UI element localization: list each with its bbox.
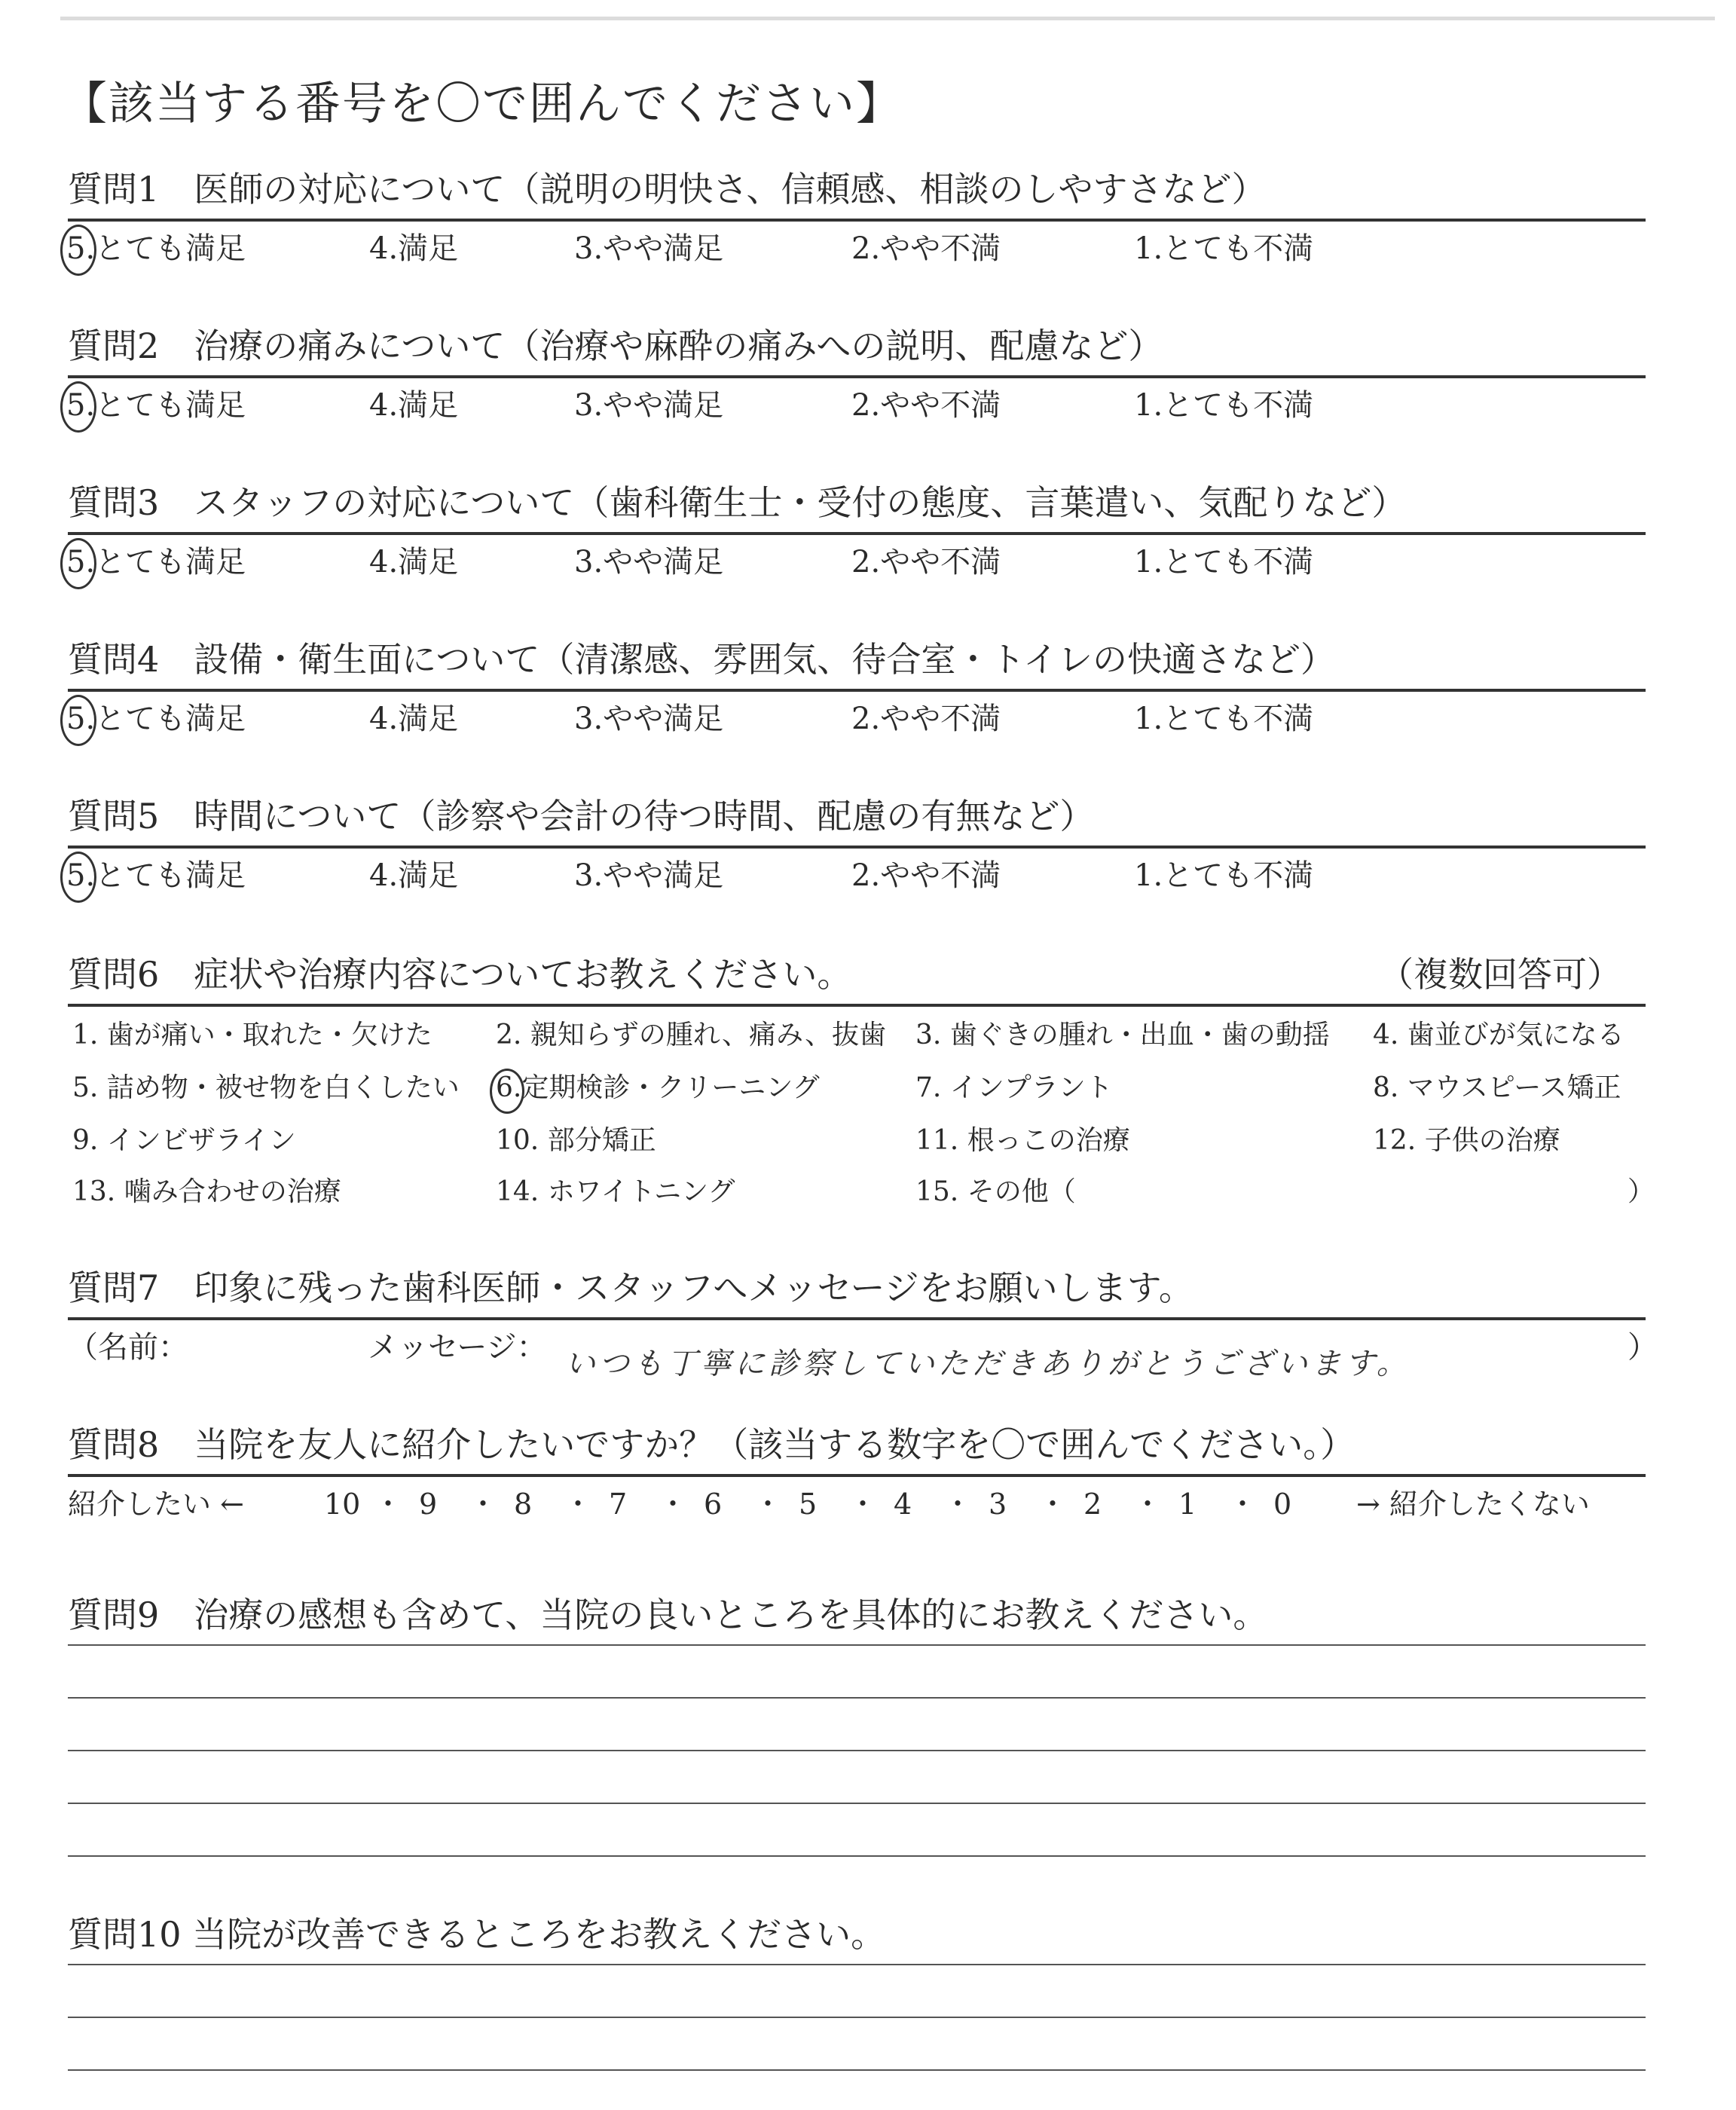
- q2-option-5[interactable]: 5.とても満足: [66, 388, 246, 423]
- q2-option-4[interactable]: 4.満足: [369, 388, 459, 423]
- question-10-title: 質問10 当院が改善できるところをお教えください。: [68, 1914, 886, 1955]
- question-2-rule: [68, 375, 1646, 378]
- question-5-title: 質問5 時間について（診察や会計の待つ時間、配慮の有無など）: [68, 796, 1095, 836]
- q6-option-5[interactable]: 5. 詰め物・被せ物を白くしたい: [72, 1072, 460, 1103]
- q6-option-15[interactable]: 15. その他（: [915, 1176, 1076, 1207]
- question-2-title: 質問2 治療の痛みについて（治療や麻酔の痛みへの説明、配慮など）: [68, 326, 1163, 366]
- q4-option-5[interactable]: 5.とても満足: [66, 702, 246, 736]
- page-title: 【該当する番号を〇で囲んでください】: [62, 78, 903, 130]
- q8-scale-value-0[interactable]: 0: [1273, 1488, 1292, 1521]
- q10-answer-line-1[interactable]: [68, 1964, 1646, 1965]
- question-5-rule: [68, 846, 1646, 849]
- q1-option-2[interactable]: 2.やや不満: [851, 231, 1001, 266]
- q8-scale-value-1[interactable]: 1: [1178, 1488, 1197, 1521]
- question-1-rule: [68, 219, 1646, 222]
- q7-close-paren: ）: [1628, 1330, 1658, 1365]
- question-8-title: 質問8 当院を友人に紹介したいですか？（該当する数字を〇で囲んでください。）: [68, 1424, 1355, 1465]
- q8-scale-separator: ・: [943, 1488, 973, 1521]
- q1-answer-circle: [60, 225, 96, 276]
- q5-option-2[interactable]: 2.やや不満: [851, 858, 1001, 893]
- q8-scale-separator: ・: [848, 1488, 878, 1521]
- q6-option-12[interactable]: 12. 子供の治療: [1373, 1125, 1560, 1156]
- q8-scale-value-3[interactable]: 3: [989, 1488, 1007, 1521]
- q8-scale-separator: ・: [1133, 1488, 1163, 1521]
- q6-answer-circle: [490, 1069, 524, 1114]
- q1-option-5[interactable]: 5.とても満足: [66, 231, 246, 266]
- q9-answer-line-2[interactable]: [68, 1697, 1646, 1699]
- q3-option-4[interactable]: 4.満足: [369, 545, 459, 579]
- question-1-title: 質問1 医師の対応について（説明の明快さ、信頼感、相談のしやすさなど）: [68, 169, 1267, 209]
- q10-answer-line-3[interactable]: [68, 2069, 1646, 2071]
- q3-option-5[interactable]: 5.とても満足: [66, 545, 246, 579]
- q4-option-4[interactable]: 4.満足: [369, 702, 459, 736]
- q4-answer-circle: [60, 695, 96, 746]
- q8-scale-separator: ・: [753, 1488, 783, 1521]
- q8-scale-separator: ・: [1228, 1488, 1258, 1521]
- q8-scale-separator: ・: [1038, 1488, 1068, 1521]
- q6-other-close-paren: ）: [1628, 1176, 1655, 1207]
- q8-left-label: 紹介したい ←: [68, 1488, 244, 1521]
- q6-option-8[interactable]: 8. マウスピース矯正: [1373, 1072, 1621, 1103]
- q4-option-1[interactable]: 1.とても不満: [1134, 702, 1314, 736]
- question-4-title: 質問4 設備・衛生面について（清潔感、雰囲気、待合室・トイレの快適さなど）: [68, 639, 1336, 680]
- q4-option-2[interactable]: 2.やや不満: [851, 702, 1001, 736]
- q6-option-7[interactable]: 7. インプラント: [915, 1072, 1113, 1103]
- q8-scale-value-8[interactable]: 8: [514, 1488, 533, 1521]
- q8-scale-value-10[interactable]: 10: [324, 1488, 361, 1521]
- q8-scale-value-9[interactable]: 9: [419, 1488, 438, 1521]
- q7-handwritten-message[interactable]: いつも丁寧に診察していただきありがとうございます。: [565, 1347, 1410, 1381]
- q9-answer-line-1[interactable]: [68, 1644, 1646, 1646]
- q6-option-10[interactable]: 10. 部分矯正: [496, 1125, 656, 1156]
- q6-option-1[interactable]: 1. 歯が痛い・取れた・欠けた: [72, 1020, 432, 1050]
- q10-answer-line-2[interactable]: [68, 2017, 1646, 2018]
- q6-option-11[interactable]: 11. 根っこの治療: [915, 1125, 1130, 1156]
- q8-scale-value-6[interactable]: 6: [704, 1488, 723, 1521]
- q6-option-13[interactable]: 13. 噛み合わせの治療: [72, 1176, 341, 1207]
- q8-scale-value-2[interactable]: 2: [1083, 1488, 1102, 1521]
- q6-option-9[interactable]: 9. インビザライン: [72, 1125, 296, 1156]
- q7-name-label: （名前：: [68, 1330, 188, 1365]
- q2-answer-circle: [60, 381, 96, 433]
- q6-option-4[interactable]: 4. 歯並びが気になる: [1373, 1020, 1624, 1050]
- question-6-rule: [68, 1004, 1646, 1007]
- q3-option-2[interactable]: 2.やや不満: [851, 545, 1001, 579]
- q3-option-1[interactable]: 1.とても不満: [1134, 545, 1314, 579]
- q8-scale-value-5[interactable]: 5: [799, 1488, 818, 1521]
- q8-scale-separator: ・: [374, 1488, 403, 1521]
- q8-scale-value-7[interactable]: 7: [609, 1488, 628, 1521]
- q9-answer-line-5[interactable]: [68, 1855, 1646, 1857]
- q6-option-3[interactable]: 3. 歯ぐきの腫れ・出血・歯の動揺: [915, 1020, 1330, 1050]
- question-4-rule: [68, 689, 1646, 692]
- q2-option-3[interactable]: 3.やや満足: [574, 388, 724, 423]
- q6-option-6[interactable]: 6.定期検診・クリーニング: [496, 1072, 820, 1103]
- q5-option-5[interactable]: 5.とても満足: [66, 858, 246, 893]
- q8-scale-separator: ・: [659, 1488, 688, 1521]
- q3-option-3[interactable]: 3.やや満足: [574, 545, 724, 579]
- q6-option-2[interactable]: 2. 親知らずの腫れ、痛み、抜歯: [496, 1020, 887, 1050]
- q9-answer-line-3[interactable]: [68, 1750, 1646, 1751]
- q6-option-14[interactable]: 14. ホワイトニング: [496, 1176, 735, 1207]
- q2-option-2[interactable]: 2.やや不満: [851, 388, 1001, 423]
- question-9-title: 質問9 治療の感想も含めて、当院の良いところを具体的にお教えください。: [68, 1595, 1268, 1635]
- question-7-title: 質問7 印象に残った歯科医師・スタッフへメッセージをお願いします。: [68, 1268, 1194, 1308]
- q9-answer-line-4[interactable]: [68, 1803, 1646, 1804]
- q8-scale-value-4[interactable]: 4: [894, 1488, 912, 1521]
- question-3-rule: [68, 532, 1646, 535]
- question-7-rule: [68, 1317, 1646, 1320]
- scan-top-border: [60, 17, 1715, 20]
- q7-message-label: メッセージ：: [368, 1330, 547, 1365]
- q5-option-1[interactable]: 1.とても不満: [1134, 858, 1314, 893]
- q8-scale-separator: ・: [469, 1488, 498, 1521]
- question-6-note: （複数回答可）: [1379, 954, 1621, 995]
- q8-scale-separator: ・: [564, 1488, 593, 1521]
- q5-option-3[interactable]: 3.やや満足: [574, 858, 724, 893]
- q5-answer-circle: [60, 852, 96, 903]
- q8-right-label: → 紹介したくない: [1356, 1488, 1590, 1521]
- q5-option-4[interactable]: 4.満足: [369, 858, 459, 893]
- question-6-title: 質問6 症状や治療内容についてお教えください。: [68, 954, 852, 995]
- q2-option-1[interactable]: 1.とても不満: [1134, 388, 1314, 423]
- q1-option-4[interactable]: 4.満足: [369, 231, 459, 266]
- question-3-title: 質問3 スタッフの対応について（歯科衛生士・受付の態度、言葉遣い、気配りなど）: [68, 482, 1407, 523]
- question-8-rule: [68, 1474, 1646, 1477]
- q4-option-3[interactable]: 3.やや満足: [574, 702, 724, 736]
- q1-option-3[interactable]: 3.やや満足: [574, 231, 724, 266]
- q1-option-1[interactable]: 1.とても不満: [1134, 231, 1314, 266]
- q3-answer-circle: [60, 538, 96, 589]
